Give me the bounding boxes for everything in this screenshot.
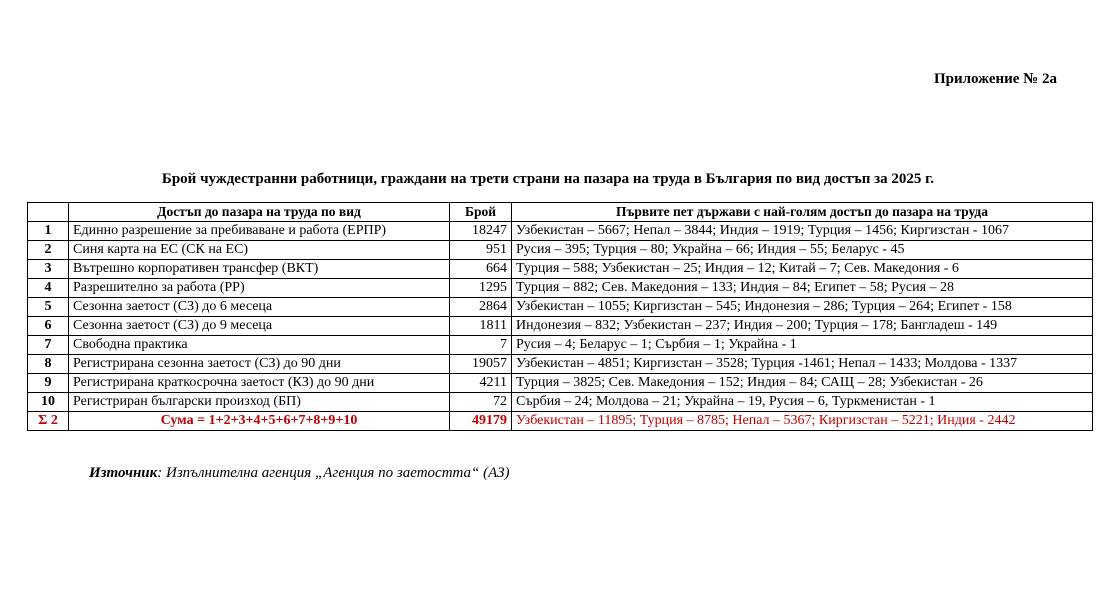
annex-label: Приложение № 2а [933,71,1057,87]
row-access-type: Регистрирана краткосрочна заетост (КЗ) до 90 дни [69,374,450,393]
row-top-countries: Турция – 882; Сев. Македония – 133; Индия – 84; Египет – 58; Русия – 28 [512,279,1093,298]
table-row [28,336,1093,355]
row-count: 72 [450,393,512,412]
workers-table [27,202,1093,431]
row-number: 6 [28,317,69,336]
row-number: 9 [28,374,69,393]
row-number: 7 [28,336,69,355]
sum-top-countries: Узбекистан – 11895; Турция – 8785; Непал – 5367; Киргизстан – 5221; Индия - 2442 [512,412,1093,431]
row-access-type: Разрешително за работа (РР) [69,279,450,298]
row-count: 951 [450,241,512,260]
table-row [28,260,1093,279]
table-row [28,241,1093,260]
row-number: 8 [28,355,69,374]
row-top-countries: Индонезия – 832; Узбекистан – 237; Индия – 200; Турция – 178; Бангладеш - 149 [512,317,1093,336]
row-access-type: Сезонна заетост (СЗ) до 6 месеца [69,298,450,317]
source-text: : Изпълнителна агенция „Агенция по заетостта“ (АЗ) [157,465,510,481]
row-count: 18247 [450,222,512,241]
row-count: 7 [450,336,512,355]
sum-row [28,412,1093,431]
row-top-countries: Турция – 588; Узбекистан – 25; Индия – 12; Китай – 7; Сев. Македония - 6 [512,260,1093,279]
row-top-countries: Турция – 3825; Сев. Македония – 152; Индия – 84; САЩ – 28; Узбекистан - 26 [512,374,1093,393]
row-number: 4 [28,279,69,298]
row-count: 1811 [450,317,512,336]
header-access-type: Достъп до пазара на труда по вид [69,203,450,222]
sum-formula: Сума = 1+2+3+4+5+6+7+8+9+10 [69,412,450,431]
sum-total: 49179 [450,412,512,431]
row-count: 19057 [450,355,512,374]
table-row [28,222,1093,241]
row-access-type: Вътрешно корпоративен трансфер (ВКТ) [69,260,450,279]
row-count: 4211 [450,374,512,393]
table-row [28,317,1093,336]
row-count: 2864 [450,298,512,317]
table-row [28,355,1093,374]
table-row [28,298,1093,317]
row-top-countries: Узбекистан – 1055; Киргизстан – 545; Индонезия – 286; Турция – 264; Египет - 158 [512,298,1093,317]
table-row [28,279,1093,298]
source-note [89,465,510,482]
header-top-countries: Първите пет държави с най-голям достъп до пазара на труда [512,203,1093,222]
row-access-type: Регистриран български произход (БП) [69,393,450,412]
table-row [28,374,1093,393]
row-access-type: Свободна практика [69,336,450,355]
row-top-countries: Сърбия – 24; Молдова – 21; Украйна – 19, Русия – 6, Туркменистан - 1 [512,393,1093,412]
table-row [28,393,1093,412]
row-number: 10 [28,393,69,412]
row-number: 2 [28,241,69,260]
table-header-row [28,203,1093,222]
table-body [28,222,1093,431]
row-access-type: Регистрирана сезонна заетост (СЗ) до 90 дни [69,355,450,374]
row-access-type: Синя карта на ЕС (СК на ЕС) [69,241,450,260]
row-number: 1 [28,222,69,241]
row-access-type: Сезонна заетост (СЗ) до 9 месеца [69,317,450,336]
row-access-type: Единно разрешение за пребиваване и работа (ЕРПР) [69,222,450,241]
row-top-countries: Узбекистан – 5667; Непал – 3844; Индия – 1919; Турция – 1456; Киргизстан - 1067 [512,222,1093,241]
source-label: Източник [89,465,158,481]
row-number: 3 [28,260,69,279]
row-count: 664 [450,260,512,279]
document-title: Брой чуждестранни работници, граждани на трети страни на пазара на труда в България по вид достъп за 2025 г. [161,171,935,187]
row-count: 1295 [450,279,512,298]
header-count: Брой [450,203,512,222]
row-top-countries: Русия – 395; Турция – 80; Украйна – 66; Индия – 55; Беларус - 45 [512,241,1093,260]
row-top-countries: Узбекистан – 4851; Киргизстан – 3528; Турция -1461; Непал – 1433; Молдова - 1337 [512,355,1093,374]
row-number: 5 [28,298,69,317]
sum-label: Σ 2 [28,412,69,431]
row-top-countries: Русия – 4; Беларус – 1; Сърбия – 1; Украйна - 1 [512,336,1093,355]
header-number [28,203,69,222]
